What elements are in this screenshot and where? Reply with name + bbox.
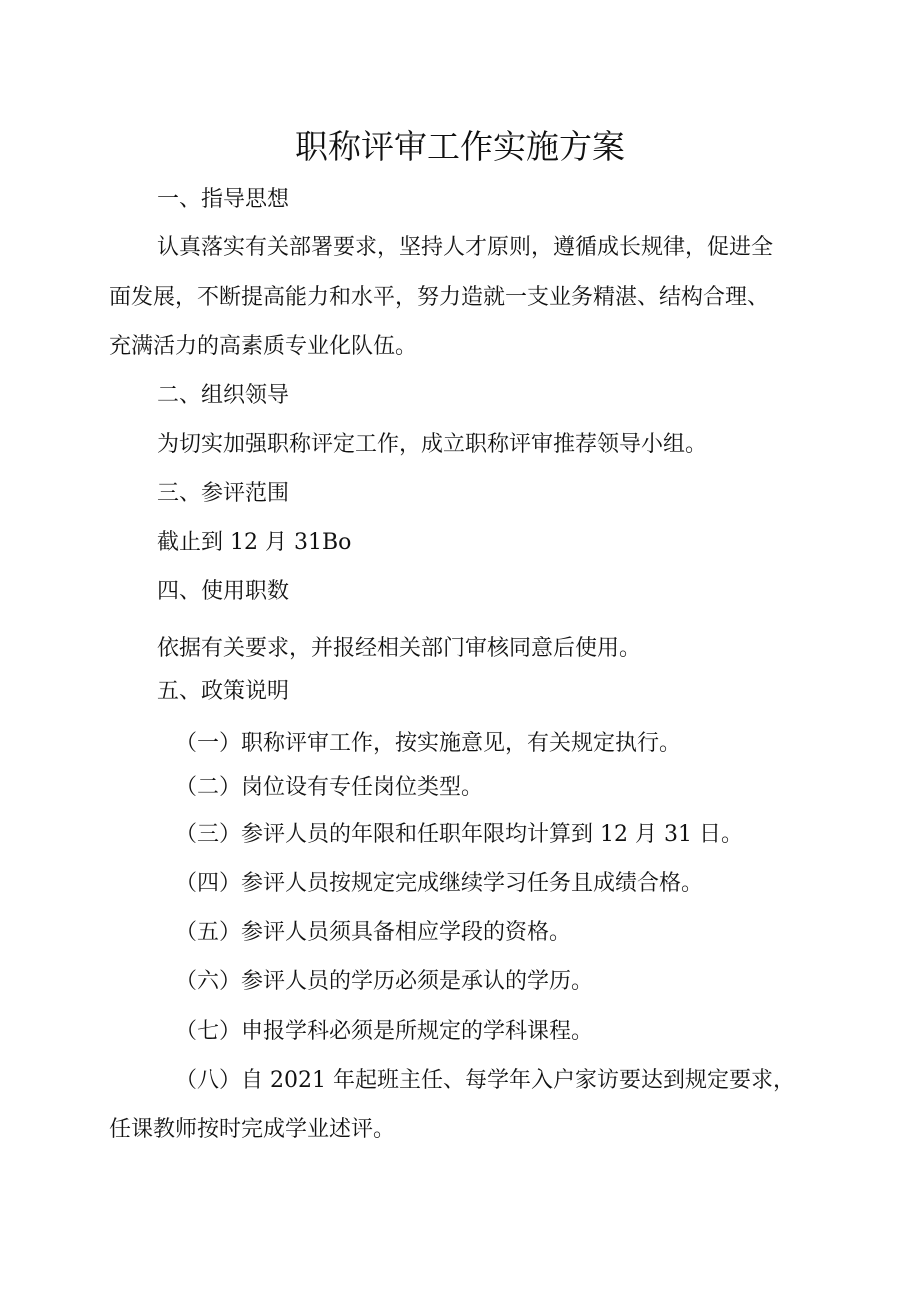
policy-item-continuation: 任课教师按时完成学业述评。 <box>109 1117 396 1142</box>
section-heading-guiding-ideology: 一、指导思想 <box>157 187 290 212</box>
policy-item: （六）参评人员的学历必须是承认的学历。 <box>175 969 594 994</box>
section-heading-policy: 五、政策说明 <box>157 679 290 704</box>
paragraph-line: 为切实加强职称评定工作，成立职称评审推荐领导小组。 <box>157 432 708 457</box>
paragraph-line: 充满活力的高素质专业化队伍。 <box>109 334 418 359</box>
policy-item: （三）参评人员的年限和任职年限均计算到 12 月 31 日。 <box>175 822 743 847</box>
section-heading-scope: 三、参评范围 <box>157 481 290 506</box>
policy-item: （五）参评人员须具备相应学段的资格。 <box>175 920 572 945</box>
section-heading-organization: 二、组织领导 <box>157 383 290 408</box>
section-heading-quota: 四、使用职数 <box>157 579 290 604</box>
document-title: 职称评审工作实施方案 <box>295 127 625 166</box>
policy-item: （七）申报学科必须是所规定的学科课程。 <box>175 1019 594 1044</box>
policy-item: （四）参评人员按规定完成继续学习任务且成绩合格。 <box>175 871 704 896</box>
paragraph-line: 截止到 12 月 31Bo <box>157 530 352 555</box>
paragraph-line: 面发展，不断提高能力和水平，努力造就一支业务精湛、结构合理、 <box>109 285 770 310</box>
paragraph-line: 依据有关要求，并报经相关部门审核同意后使用。 <box>157 636 642 661</box>
policy-item: （一）职称评审工作，按实施意见，有关规定执行。 <box>175 731 682 756</box>
policy-item: （八）自 2021 年起班主任、每学年入户家访要达到规定要求， <box>175 1068 795 1093</box>
paragraph-line: 认真落实有关部署要求，坚持人才原则，遵循成长规律，促进全 <box>157 235 774 260</box>
policy-item: （二）岗位设有专任岗位类型。 <box>175 775 484 800</box>
